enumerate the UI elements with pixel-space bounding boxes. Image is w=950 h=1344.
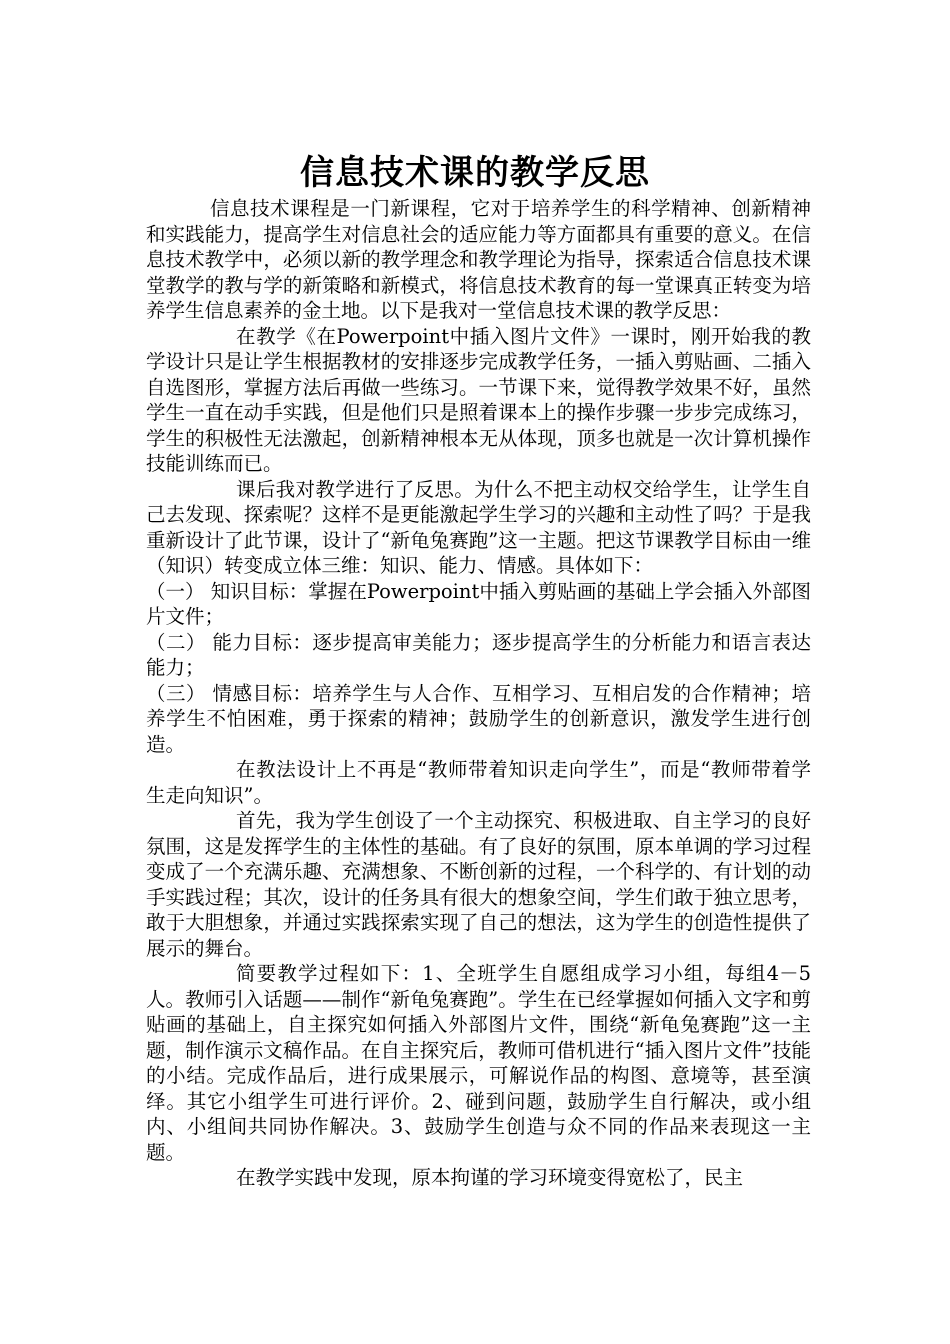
paragraph-intro: 信息技术课程是一门新课程，它对于培养学生的科学精神、创新精神和实践能力，提高学生对信息社会的适应能力等方面都具有重要的意义。在信息技术教学中，必须以新的教学理念和教学理论为指导，探索适合信息技术课堂教学的教与学的新策略和新模式，将信息技术教育的每一堂课真正转变为培养学生信息素养的金土地。以下是我对一堂信息技术课的教学反思： — [146, 197, 811, 322]
paragraph-reflection: 课后我对教学进行了反思。为什么不把主动权交给学生，让学生自己去发现、探索呢？这样不是更能激起学生学习的兴趣和主动性了吗？于是我重新设计了此节课，设计了“新龟兔赛跑”这一主题。把这节课教学目标由一维（知识）转变成立体三维：知识、能力、情感。具体如下： — [146, 477, 811, 577]
goal-ability: （二） 能力目标：逐步提高审美能力；逐步提高学生的分析能力和语言表达能力； — [146, 630, 811, 679]
goal-knowledge: （一） 知识目标：掌握在Powerpoint中插入剪贴画的基础上学会插入外部图片文件； — [146, 579, 811, 628]
goal-emotion: （三） 情感目标：培养学生与人合作、互相学习、互相启发的合作精神；培养学生不怕困难，勇于探索的精神；鼓励学生的创新意识，激发学生进行创造。 — [146, 681, 811, 756]
paragraph-process: 简要教学过程如下：1、全班学生自愿组成学习小组，每组4－5人。教师引入话题——制作“新龟兔赛跑”。学生在已经掌握如何插入文字和剪贴画的基础上，自主探究如何插入外部图片文件，围绕“新龟兔赛跑”这一主题，制作演示文稿作品。在自主探究后，教师可借机进行“插入图片文件”技能的小结。完成作品后，进行成果展示，可解说作品的构图、意境等，甚至演绎。其它小组学生可进行评价。2、碰到问题，鼓励学生自行解决，或小组内、小组间共同协作解决。3、鼓励学生创造与众不同的作品来表现这一主题。 — [146, 962, 811, 1164]
paragraph-practice: 在教学实践中发现，原本拘谨的学习环境变得宽松了，民主 — [236, 1166, 744, 1189]
paragraph-atmosphere: 首先，我为学生创设了一个主动探究、积极进取、自主学习的良好氛围，这是发挥学生的主体性的基础。有了良好的氛围，原本单调的学习过程变成了一个充满乐趣、充满想象、不断创新的过程，一个科学的、有计划的动手实践过程；其次，设计的任务具有很大的想象空间，学生们敢于独立思考，敢于大胆想象，并通过实践探索实现了自己的想法，这为学生的创造性提供了展示的舞台。 — [146, 809, 811, 960]
paragraph-teaching-method: 在教法设计上不再是“教师带着知识走向学生”，而是“教师带着学生走向知识”。 — [146, 758, 811, 807]
document-title: 信息技术课的教学反思 — [300, 152, 650, 193]
document-body — [146, 196, 811, 1191]
paragraph-lesson-design: 在教学《在Powerpoint中插入图片文件》一课时，刚开始我的教学设计只是让学生根据教材的安排逐步完成教学任务，一插入剪贴画、二插入自选图形，掌握方法后再做一些练习。一节课下来，觉得教学效果不好，虽然学生一直在动手实践，但是他们只是照着课本上的操作步骤一步步完成练习，学生的积极性无法激起，创新精神根本无从体现，顶多也就是一次计算机操作技能训练而已。 — [146, 324, 811, 475]
